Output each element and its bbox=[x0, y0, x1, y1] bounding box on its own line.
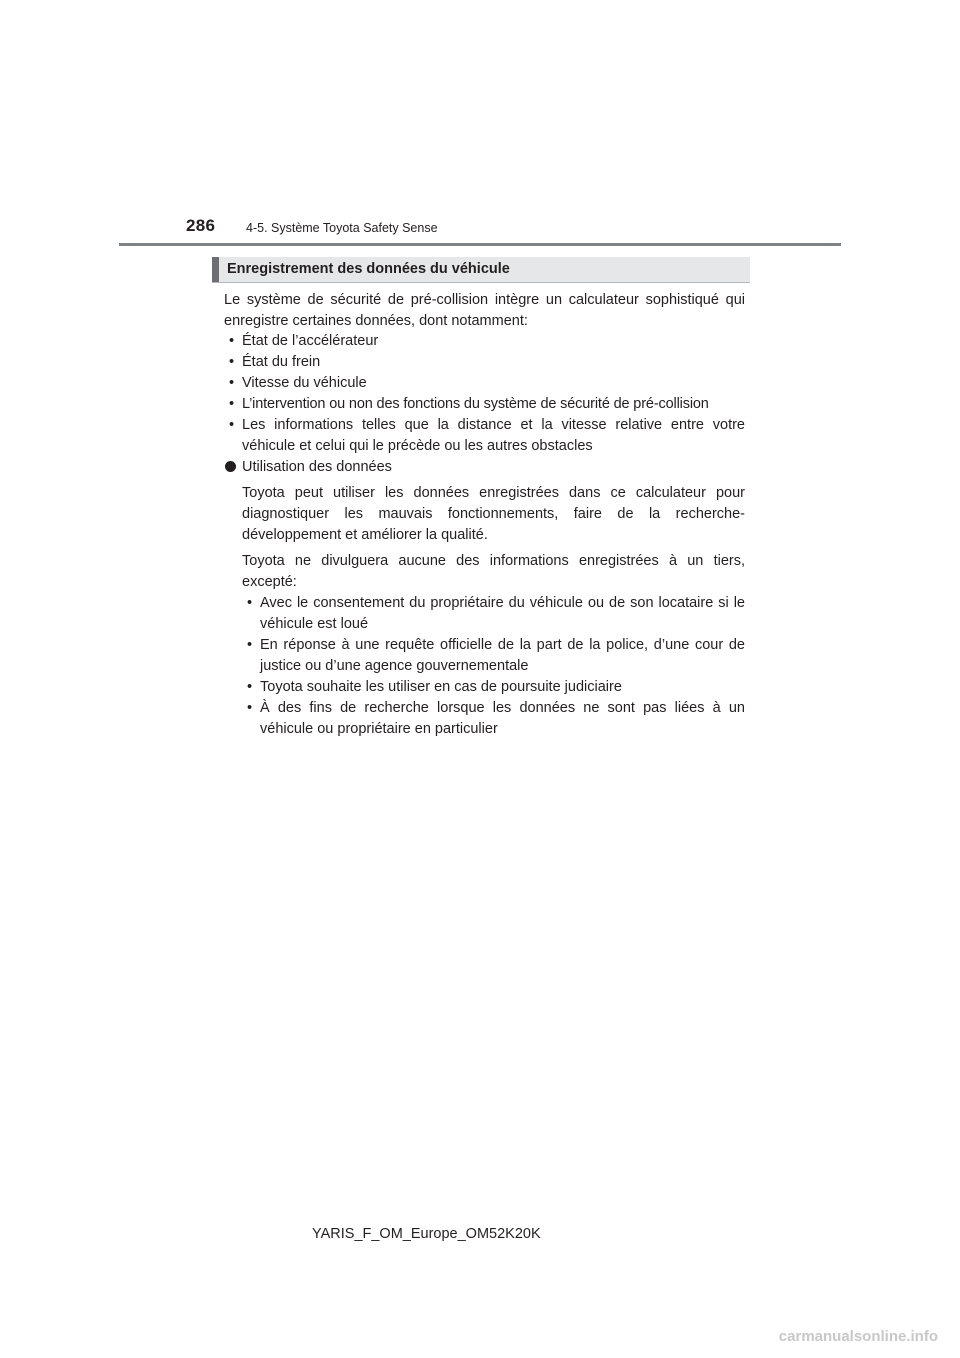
bullet-marker: • bbox=[229, 417, 235, 433]
bullet-marker: • bbox=[229, 354, 235, 370]
list-item: Toyota souhaite les utiliser en cas de poursuite judiciaire bbox=[260, 679, 622, 695]
bullet-marker: • bbox=[247, 637, 253, 653]
list-item: État de l’accélérateur bbox=[242, 333, 379, 349]
usage-paragraph: Toyota peut utiliser les données enregistrées dans ce calculateur pour diagnostiquer les mauvais fonctionnements, faire de la recherche-développement et améliorer la qualité. bbox=[242, 485, 745, 543]
section-title-accent bbox=[212, 257, 219, 282]
page-number: 286 bbox=[186, 216, 216, 235]
list-item: Les informations telles que la distance et la vitesse relative entre votre véhicule et celui qui le précède ou les autres obstacles bbox=[242, 417, 745, 454]
watermark: carmanualsonline.info bbox=[778, 1328, 938, 1345]
section-title: Enregistrement des données du véhicule bbox=[227, 261, 510, 277]
bullet-marker: • bbox=[229, 396, 235, 412]
bullet-marker: • bbox=[247, 700, 253, 716]
usage-paragraph: Toyota ne divulguera aucune des informations enregistrées à un tiers, excepté: bbox=[242, 553, 745, 590]
bullet-marker: • bbox=[229, 375, 235, 391]
section-title-bar bbox=[212, 257, 750, 283]
bullet-marker: • bbox=[247, 679, 253, 695]
bullet-marker: • bbox=[229, 333, 235, 349]
bullet-marker: • bbox=[247, 595, 253, 611]
disc-bullet-icon bbox=[225, 461, 236, 472]
list-item: État du frein bbox=[242, 354, 321, 370]
list-item: L’intervention ou non des fonctions du système de sécurité de pré-collision bbox=[242, 396, 709, 412]
document-code: YARIS_F_OM_Europe_OM52K20K bbox=[312, 1226, 541, 1242]
list-item: Avec le consentement du propriétaire du véhicule ou de son locataire si le véhicule est loué bbox=[260, 595, 745, 632]
usage-heading: Utilisation des données bbox=[242, 459, 392, 475]
list-item: À des fins de recherche lorsque les données ne sont pas liées à un véhicule ou propriétaire en particulier bbox=[260, 700, 745, 737]
intro-paragraph: Le système de sécurité de pré-collision intègre un calculateur sophistiqué qui enregistre certaines données, dont notamment: bbox=[224, 292, 745, 329]
list-item: Vitesse du véhicule bbox=[242, 375, 367, 391]
header-divider bbox=[119, 243, 841, 246]
list-item: En réponse à une requête officielle de la part de la police, d’une cour de justice ou d’une agence gouvernementale bbox=[260, 637, 745, 674]
running-head: 4-5. Système Toyota Safety Sense bbox=[246, 221, 438, 235]
